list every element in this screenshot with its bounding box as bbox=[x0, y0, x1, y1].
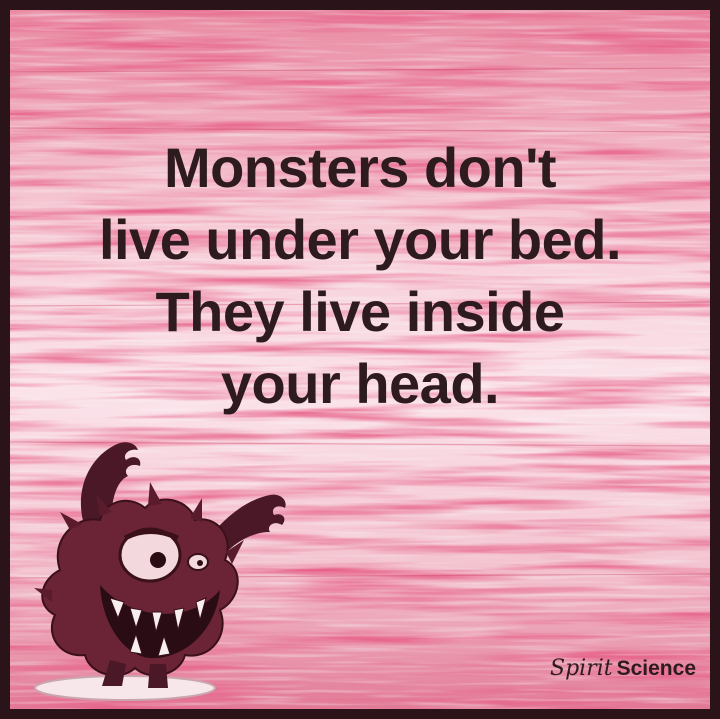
quote-line-3: They live inside bbox=[155, 280, 565, 343]
brand-logo bbox=[550, 656, 696, 681]
monster-icon bbox=[30, 420, 300, 709]
quote-line-4: your head. bbox=[220, 352, 500, 415]
monster-shadow bbox=[35, 676, 215, 700]
brand-science: Science bbox=[616, 657, 696, 680]
wood-background bbox=[10, 10, 710, 709]
quote-text bbox=[10, 132, 710, 420]
quote-line-2: live under your bed. bbox=[98, 208, 622, 271]
brand-spirit: Spirit bbox=[550, 656, 613, 681]
quote-line-1: Monsters don't bbox=[163, 136, 557, 199]
